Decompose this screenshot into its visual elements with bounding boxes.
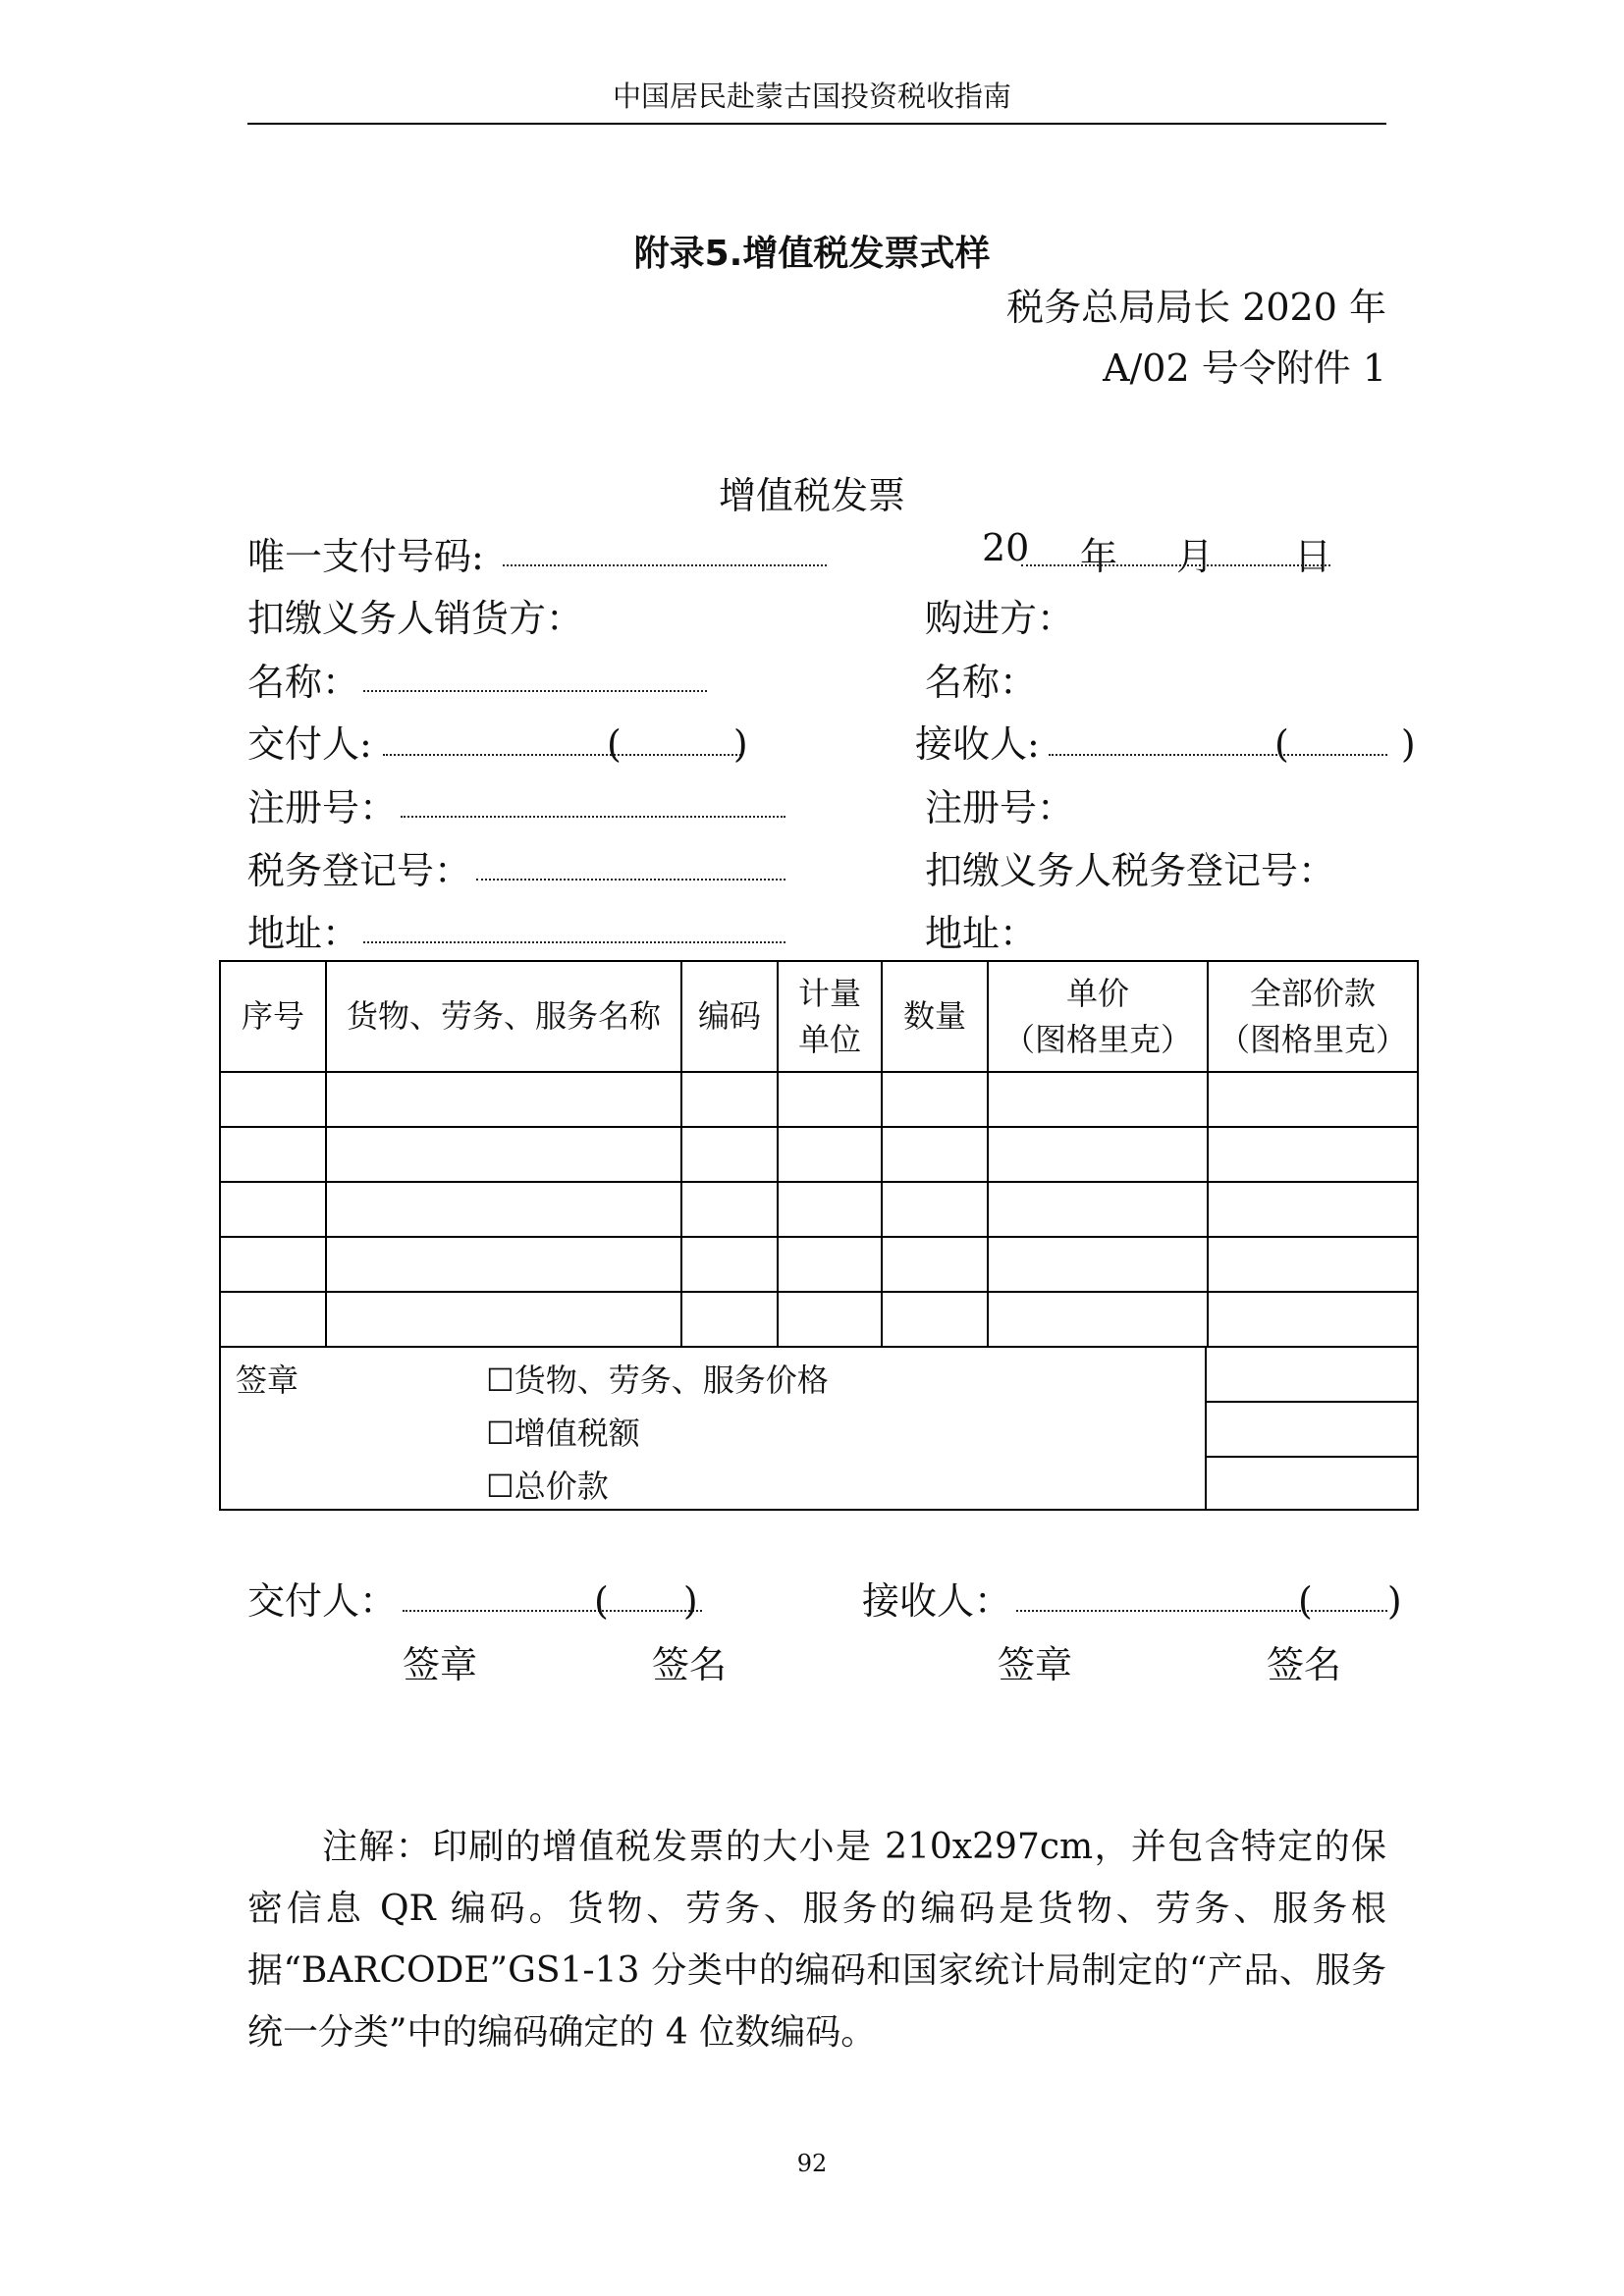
running-header: 中国居民赴蒙古国投资税收指南	[612, 80, 1011, 113]
table-row	[220, 1237, 1418, 1292]
header-seq: 序号	[220, 961, 326, 1072]
unique-payment-label: 唯一支付号码:	[247, 535, 484, 578]
header-price: 单价 （图格里克）	[988, 961, 1208, 1072]
signoff-deliverer-seal: 签章	[403, 1643, 478, 1686]
seller-name-label: 名称：	[247, 661, 360, 704]
seller-tax-reg-line	[476, 879, 785, 881]
seller-address-label: 地址：	[247, 912, 360, 955]
header-unit: 计量 单位	[778, 961, 882, 1072]
seller-deliverer-paren: ( )	[607, 722, 748, 766]
date-month-label: 月	[1176, 535, 1215, 578]
buyer-reg-label: 注册号：	[925, 786, 1075, 829]
decree-line-1: 税务总局局长 2020 年	[1006, 286, 1386, 329]
buyer-heading: 购进方：	[925, 597, 1075, 640]
signature-area	[221, 1348, 1417, 1509]
table-row	[220, 1127, 1418, 1182]
seller-tax-reg-label: 税务登记号：	[247, 849, 472, 892]
option-vat-amount: ☐增值税额	[486, 1415, 640, 1452]
signature-row	[220, 1347, 1418, 1510]
buyer-withholder-tax-reg-label: 扣缴义务人税务登记号：	[925, 849, 1336, 892]
page-number: 92	[796, 2150, 828, 2177]
option-total-amount: ☐总价款	[486, 1468, 609, 1505]
seller-heading: 扣缴义务人销货方：	[247, 597, 584, 640]
buyer-address-label: 地址：	[925, 912, 1038, 955]
date-line	[1021, 564, 1330, 566]
signoff-deliverer-sign: 签名	[652, 1643, 728, 1686]
table-row	[220, 1072, 1418, 1127]
header-code: 编码	[681, 961, 778, 1072]
table-row	[220, 1292, 1418, 1347]
signoff-receiver-label: 接收人：	[862, 1579, 1012, 1623]
seller-reg-line	[401, 816, 785, 818]
signoff-deliverer-label: 交付人：	[247, 1579, 398, 1623]
signoff-receiver-paren: ( )	[1298, 1579, 1402, 1623]
appendix-title: 附录5.增值税发票式样	[633, 234, 991, 274]
table-row	[220, 1182, 1418, 1237]
buyer-receiver-paren: ( )	[1274, 722, 1416, 766]
seller-deliverer-label: 交付人:	[247, 722, 372, 766]
header-total: 全部价款 （图格里克）	[1208, 961, 1418, 1072]
buyer-receiver-label: 接收人:	[915, 722, 1040, 766]
header-qty: 数量	[882, 961, 988, 1072]
summary-cell	[1207, 1348, 1417, 1403]
buyer-name-label: 名称：	[925, 661, 1038, 704]
seller-name-line	[363, 690, 707, 692]
table-header-row	[220, 961, 1418, 1072]
summary-cell	[1207, 1403, 1417, 1458]
summary-cell	[1207, 1458, 1417, 1509]
date-year-prefix: 20	[982, 526, 1030, 569]
header-item: 货物、劳务、服务名称	[326, 961, 681, 1072]
date-day-label: 日	[1294, 535, 1332, 578]
seller-reg-label: 注册号：	[247, 786, 398, 829]
invoice-table	[219, 960, 1419, 1511]
summary-cells	[1205, 1348, 1417, 1509]
note-paragraph: 注解：印刷的增值税发票的大小是 210x297cm，并包含特定的保密信息 QR 编码。货物、劳务、服务的编码是货物、劳务、服务根据“BARCODE”GS1-13 分类中的编码和国家统计局制定的“产品、服务统一分类”中的编码确定的 4 位数编码。	[247, 1827, 1386, 2053]
signature-label: 签章	[236, 1362, 299, 1399]
option-price: ☐货物、劳务、服务价格	[486, 1362, 829, 1399]
date-year-label: 年	[1080, 535, 1118, 578]
form-title: 增值税发票	[718, 474, 905, 517]
signoff-deliverer-paren: ( )	[594, 1579, 698, 1623]
seller-address-line	[363, 941, 785, 943]
header-rule	[247, 123, 1386, 125]
decree-line-2: A/02 号令附件 1	[1103, 347, 1386, 390]
unique-payment-line	[503, 564, 827, 566]
signoff-receiver-sign: 签名	[1267, 1643, 1342, 1686]
signoff-receiver-seal: 签章	[998, 1643, 1073, 1686]
